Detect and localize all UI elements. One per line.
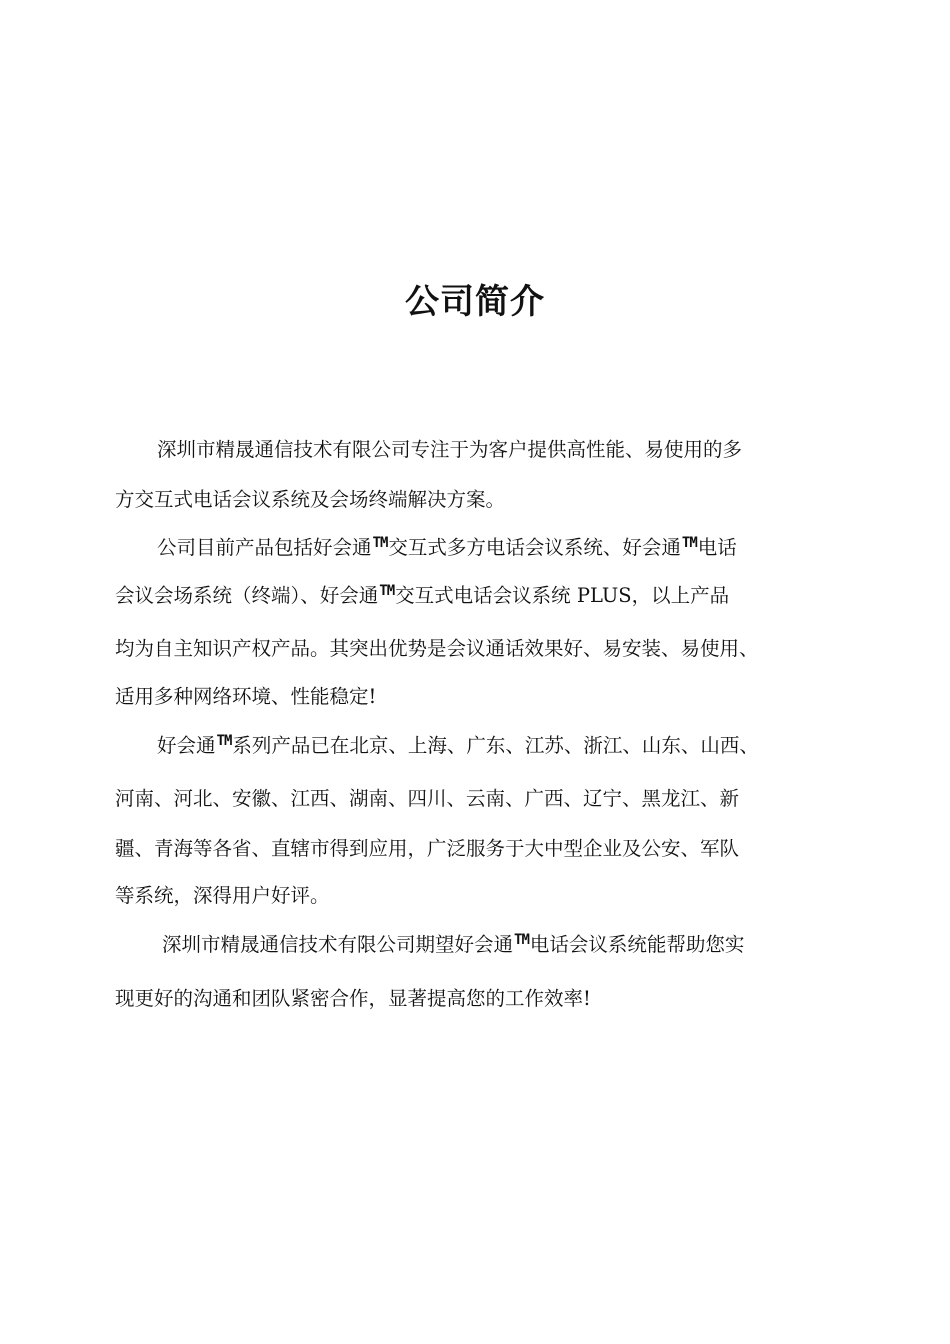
paragraph-line xyxy=(115,684,376,710)
text-segment: 河南、河北、安徽、江西、湖南、四川、云南、广西、辽宁、黑龙江、新 xyxy=(115,787,740,810)
paragraph-line xyxy=(115,578,730,607)
text-segment: 系列产品已在北京、上海、广东、江苏、浙江、山东、山西、 xyxy=(232,734,759,757)
text-segment: 交互式多方电话会议系统、好会通 xyxy=(388,536,681,559)
text-segment: 会议会场系统（终端）、好会通 xyxy=(115,584,379,607)
paragraph-line xyxy=(162,927,745,956)
text-segment: 公司目前产品包括好会通 xyxy=(157,536,372,559)
paragraph-line xyxy=(115,636,759,662)
text-segment: 现更好的沟通和团队紧密合作，显著提高您的工作效率! xyxy=(115,987,591,1010)
text-segment: 电话会议系统能帮助您实 xyxy=(529,933,745,956)
paragraph-line xyxy=(157,530,737,559)
text-segment: 等系统，深得用户好评。 xyxy=(115,884,330,907)
text-segment: 电话 xyxy=(697,536,737,559)
paragraph-line xyxy=(115,836,739,862)
paragraph-line xyxy=(115,986,591,1012)
text-segment: 交互式电话会议系统 PLUS，以上产品 xyxy=(395,584,730,607)
paragraph-line xyxy=(115,786,739,812)
text-segment: 深圳市精晟通信技术有限公司专注于为客户提供高性能、易使用的多 xyxy=(157,438,743,461)
trademark-mark: TM xyxy=(216,733,232,749)
text-segment: 均为自主知识产权产品。其突出优势是会议通话效果好、易安装、易使用、 xyxy=(115,637,759,660)
paragraph-line xyxy=(157,728,759,757)
text-segment: 适用多种网络环境、性能稳定! xyxy=(115,685,377,708)
text-segment: 疆、青海等各省、直辖市得到应用，广泛服务于大中型企业及公安、军队 xyxy=(115,837,740,860)
page-title: 公司简介 xyxy=(405,282,545,322)
trademark-mark: TM xyxy=(514,932,529,948)
paragraph-line xyxy=(115,883,330,909)
trademark-mark: TM xyxy=(681,535,697,551)
text-segment: 方交互式电话会议系统及会场终端解决方案。 xyxy=(115,488,506,511)
trademark-mark: TM xyxy=(372,535,388,551)
text-segment: 深圳市精晟通信技术有限公司期望好会通 xyxy=(162,933,514,956)
trademark-mark: TM xyxy=(379,583,395,599)
paragraph-line xyxy=(115,487,505,513)
text-segment: 好会通 xyxy=(157,734,216,757)
paragraph-line xyxy=(157,437,742,463)
